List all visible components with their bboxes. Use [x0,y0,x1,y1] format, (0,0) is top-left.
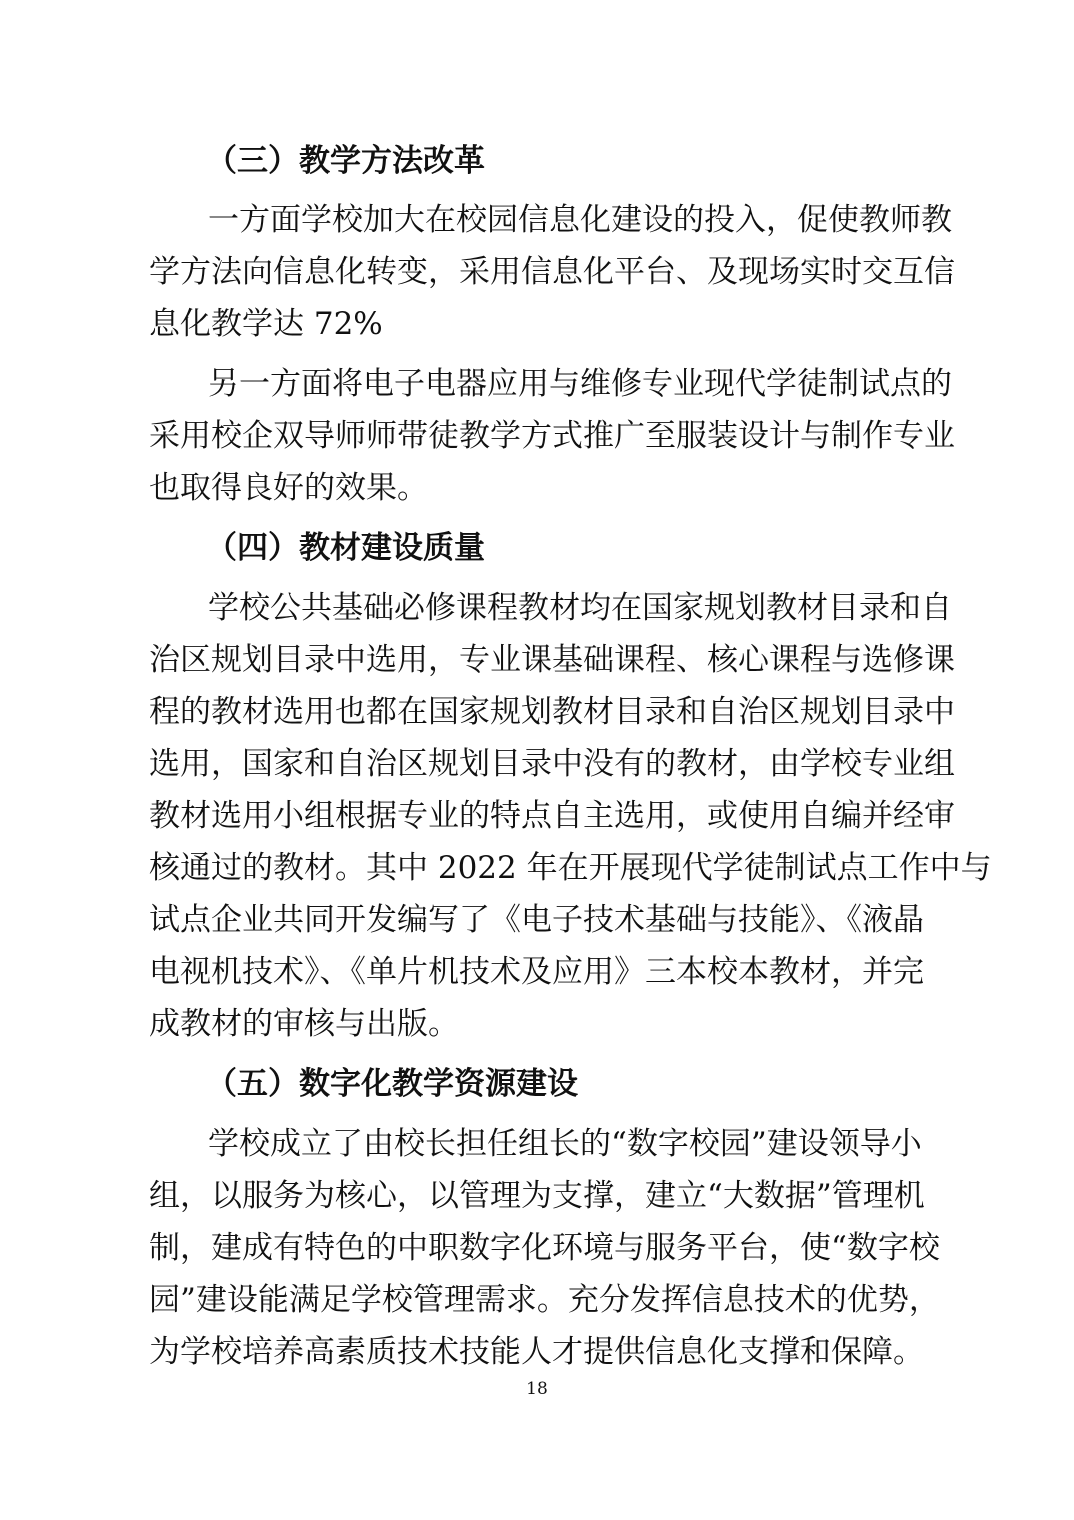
paragraph-line: 学方法向信息化转变，采用信息化平台、及现场实时交互信 [149,254,955,290]
paragraph-line: 教材选用小组根据专业的特点自主选用，或使用自编并经审 [149,798,955,834]
page-number: 18 [526,1379,548,1399]
paragraph-line: 另一方面将电子电器应用与维修专业现代学徒制试点的 [208,366,952,402]
paragraph-line: 采用校企双导师师带徒教学方式推广至服装设计与制作专业 [149,418,955,454]
section-heading-digital-resources: （五）数字化教学资源建设 [206,1066,578,1102]
section-heading-textbook-quality: （四）教材建设质量 [206,530,485,566]
paragraph-line: 也取得良好的效果。 [149,470,428,506]
paragraph-line: 试点企业共同开发编写了《电子技术基础与技能》、《液晶 [149,902,924,938]
paragraph-line: 选用，国家和自治区规划目录中没有的教材，由学校专业组 [149,746,955,782]
paragraph-line: 一方面学校加大在校园信息化建设的投入，促使教师教 [208,202,952,238]
paragraph-line: 学校成立了由校长担任组长的“数字校园”建设领导小 [208,1126,922,1162]
paragraph-line: 电视机技术》、《单片机技术及应用》三本校本教材，并完 [149,954,924,990]
paragraph-line: 园”建设能满足学校管理需求。充分发挥信息技术的优势， [149,1282,940,1318]
paragraph-line: 治区规划目录中选用，专业课基础课程、核心课程与选修课 [149,642,955,678]
paragraph-line: 成教材的审核与出版。 [149,1006,459,1042]
section-heading-teaching-method-reform: （三）教学方法改革 [206,143,485,179]
paragraph-line: 为学校培养高素质技术技能人才提供信息化支撑和保障。 [149,1334,924,1370]
paragraph-line: 制，建成有特色的中职数字化环境与服务平台，使“数字校 [149,1230,940,1266]
paragraph-line: 核通过的教材。其中 2022 年在开展现代学徒制试点工作中与 [149,850,992,886]
paragraph-line: 息化教学达 72% [149,306,383,342]
paragraph-line: 学校公共基础必修课程教材均在国家规划教材目录和自 [208,590,952,626]
paragraph-line: 组，以服务为核心，以管理为支撑，建立“大数据”管理机 [149,1178,925,1214]
paragraph-line: 程的教材选用也都在国家规划教材目录和自治区规划目录中 [149,694,955,730]
